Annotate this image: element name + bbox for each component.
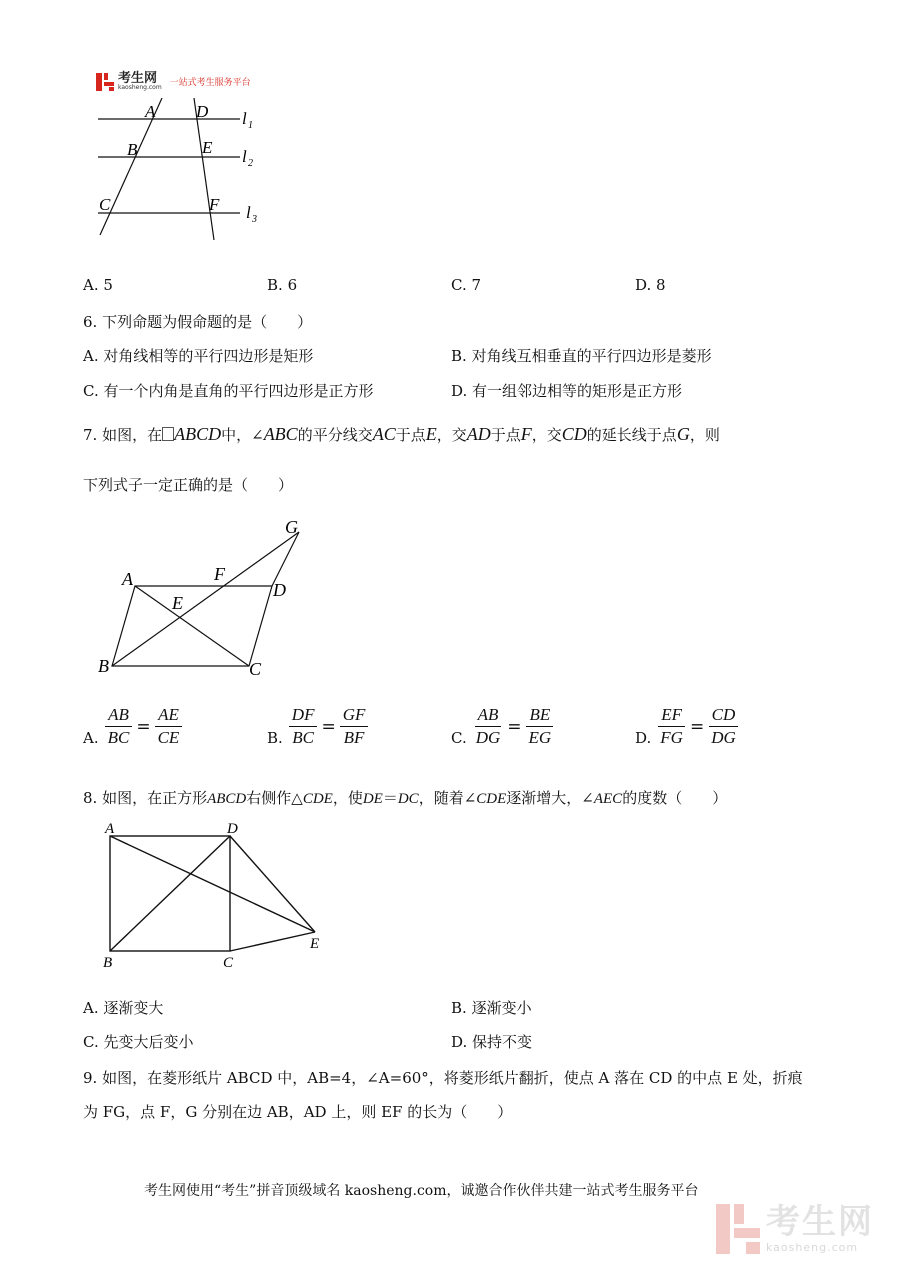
q6-option-c[interactable]: C. 有一个内角是直角的平行四边形是正方形 bbox=[83, 382, 374, 400]
label-A: A bbox=[105, 821, 115, 837]
label-C: C bbox=[249, 659, 262, 679]
diagonal-ac bbox=[135, 586, 249, 666]
label-E: E bbox=[202, 138, 213, 157]
segment-ce bbox=[230, 932, 315, 951]
q7-stem-line2: 下列式子一定正确的是（ ） bbox=[83, 476, 294, 494]
label-C: C bbox=[223, 955, 234, 971]
segment-de bbox=[230, 836, 315, 932]
q6-stem: 6. 下列命题为假命题的是（ ） bbox=[83, 313, 313, 331]
label-l1-sub: 1 bbox=[248, 120, 253, 131]
label-l1: l bbox=[242, 109, 247, 128]
footer-text: 考生网使用“考生”拼音顶级域名 kaosheng.com，诚邀合作伙伴共建一站式考生服务平台 bbox=[144, 1183, 699, 1199]
label-F: F bbox=[214, 564, 225, 584]
label-l3: l bbox=[246, 203, 251, 222]
q9-stem-line1: 9. 如图，在菱形纸片 ABCD 中，AB=4，∠A=60°，将菱形纸片翻折，使点 A 落在 CD 的中点 E 处，折痕 bbox=[83, 1069, 803, 1087]
q7-option-c[interactable]: C. $\frac{AB}{DG}$ = $\frac{BE}{EG}$ bbox=[451, 704, 554, 749]
label-D: D bbox=[227, 821, 238, 837]
figure-parallel-lines bbox=[90, 98, 270, 248]
header-brand-url: kaosheng.com bbox=[118, 84, 162, 91]
figure-square bbox=[98, 816, 338, 976]
label-D: D bbox=[196, 102, 209, 121]
label-B: B bbox=[98, 656, 109, 676]
q6-option-b[interactable]: B. 对角线互相垂直的平行四边形是菱形 bbox=[451, 347, 712, 365]
figure-parallelogram bbox=[92, 514, 312, 682]
kaosheng-logo-icon bbox=[96, 73, 114, 91]
label-l2-sub: 2 bbox=[248, 158, 253, 169]
label-B: B bbox=[103, 955, 113, 971]
q8-option-d[interactable]: D. 保持不变 bbox=[451, 1033, 533, 1051]
label-E: E bbox=[310, 936, 320, 952]
q8-stem: 8. 如图，在正方形ABCD右侧作△CDE，使DE＝DC，随着∠CDE逐渐增大，∠AEC的度数（ ） bbox=[83, 789, 728, 807]
label-E: E bbox=[172, 593, 183, 613]
watermark-url: kaosheng.com bbox=[766, 1241, 859, 1254]
line-dg bbox=[272, 532, 299, 586]
q5-option-b[interactable]: B. 6 bbox=[267, 276, 298, 294]
q9-stem-line2: 为 FG，点 F，G 分别在边 AB，AD 上，则 EF 的长为（ ） bbox=[83, 1103, 513, 1121]
q7-option-a[interactable]: A. $\frac{AB}{BC}$ = $\frac{AE}{CE}$ bbox=[83, 704, 182, 749]
q6-option-a[interactable]: A. 对角线相等的平行四边形是矩形 bbox=[83, 347, 314, 365]
q8-option-b[interactable]: B. 逐渐变小 bbox=[451, 999, 532, 1017]
q8-option-a[interactable]: A. 逐渐变大 bbox=[83, 999, 164, 1017]
watermark-logo bbox=[716, 1204, 874, 1254]
watermark-brand: 考生网 bbox=[766, 1202, 874, 1242]
q7-option-b[interactable]: B. $\frac{DF}{BC}$ = $\frac{GF}{BF}$ bbox=[267, 704, 368, 749]
label-B: B bbox=[127, 140, 138, 159]
kaosheng-watermark-icon bbox=[716, 1204, 760, 1254]
q5-option-c[interactable]: C. 7 bbox=[451, 276, 482, 294]
label-D: D bbox=[273, 580, 286, 600]
line-bg bbox=[112, 532, 299, 666]
label-A: A bbox=[145, 102, 156, 121]
q5-option-a[interactable]: A. 5 bbox=[83, 276, 113, 294]
parallelogram-symbol bbox=[162, 427, 174, 441]
header-slogan: 一站式考生服务平台 bbox=[169, 78, 251, 88]
label-l2: l bbox=[242, 147, 247, 166]
label-F: F bbox=[209, 195, 220, 214]
q5-option-d[interactable]: D. 8 bbox=[635, 276, 666, 294]
q7-stem-line1: 7. 如图，在 ABCD中，∠ABC的平分线交AC于点E，交AD于点F，交CD的延长线于点G，则 bbox=[83, 424, 720, 444]
q7-option-d[interactable]: D. $\frac{EF}{FG}$ = $\frac{CD}{DG}$ bbox=[635, 704, 739, 749]
segment-ae bbox=[110, 836, 315, 932]
header-brand: 考生网 bbox=[118, 71, 158, 86]
label-l3-sub: 3 bbox=[252, 214, 257, 225]
label-A: A bbox=[122, 569, 133, 589]
diagonal-bd bbox=[110, 836, 230, 951]
label-C: C bbox=[99, 195, 111, 214]
label-G: G bbox=[285, 517, 298, 537]
q8-option-c[interactable]: C. 先变大后变小 bbox=[83, 1033, 194, 1051]
header-logo bbox=[96, 72, 251, 91]
q6-option-d[interactable]: D. 有一组邻边相等的矩形是正方形 bbox=[451, 382, 683, 400]
